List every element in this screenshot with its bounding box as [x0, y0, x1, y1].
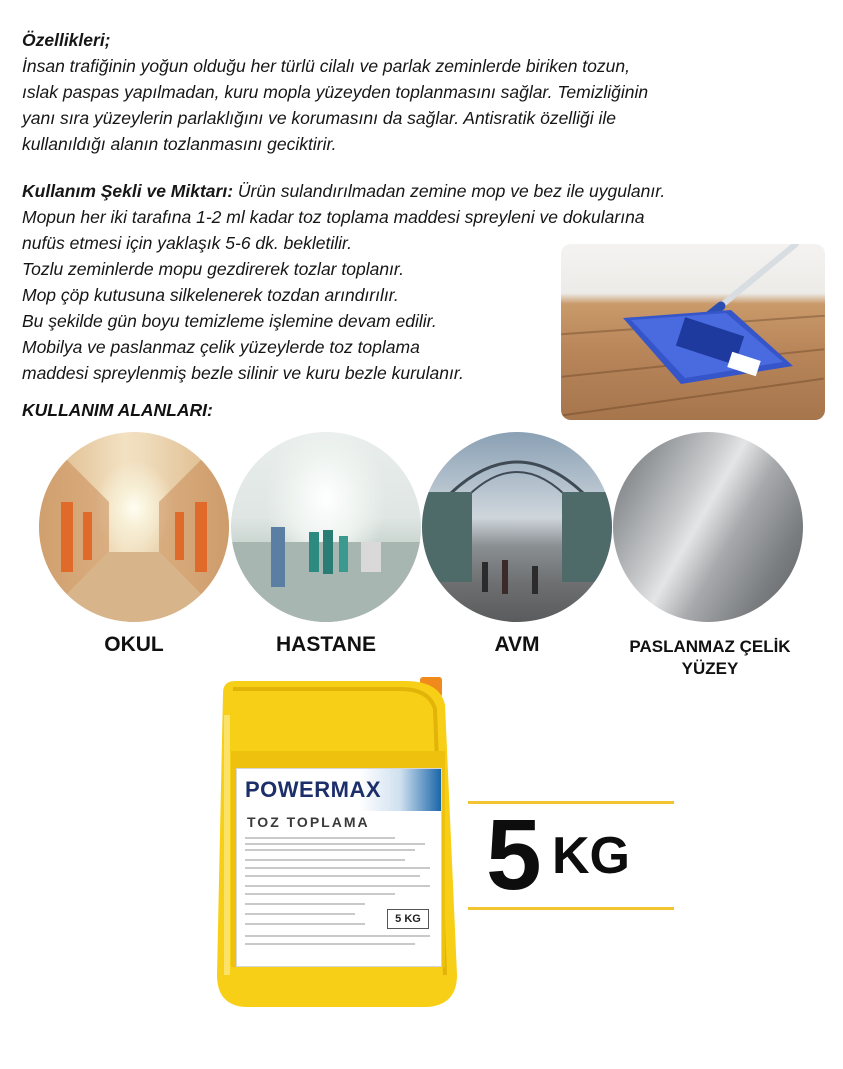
- usage-line-4: Mop çöp kutusuna silkelenerek tozdan arındırılır.: [22, 285, 399, 305]
- features-line-1: İnsan trafiğinin yoğun olduğu her türlü cilalı ve parlak zeminlerde biriken tozun,: [22, 56, 630, 76]
- area-label-stainless-steel: PASLANMAZ ÇELİK YÜZEY: [629, 637, 791, 678]
- stainless-steel-photo: [613, 432, 803, 622]
- product-label: [236, 768, 442, 967]
- usage-line-3: Tozlu zeminlerde mopu gezdirerek tozlar toplanır.: [22, 259, 404, 279]
- usage-line-7: maddesi spreylenmiş bezle silinir ve kuru bezle kurulanır.: [22, 363, 464, 383]
- area-label-school: OKUL: [104, 633, 164, 656]
- usage-line-2: nufüs etmesi için yaklaşık 5-6 dk. bekletilir.: [22, 233, 353, 253]
- label-weight-box: 5 KG: [387, 909, 429, 929]
- usage-first-line: [22, 178, 665, 204]
- area-label-hospital: HASTANE: [276, 633, 376, 656]
- features-line-2: ıslak paspas yapılmadan, kuru mopla yüzeyden toplanmasını sağlar. Temizliğinin: [22, 82, 649, 102]
- weight-unit: KG: [552, 827, 630, 885]
- usage-line-6: Mobilya ve paslanmaz çelik yüzeylerde toz toplama: [22, 337, 420, 357]
- usage-areas-heading: KULLANIM ALANLARI:: [22, 400, 213, 420]
- features-line-4: kullanıldığı alanın tozlanmasını geciktirir.: [22, 134, 337, 154]
- mop-icon: [561, 244, 825, 420]
- school-corridor-icon: [39, 432, 229, 622]
- features-section: [22, 27, 648, 157]
- hospital-photo: [231, 432, 421, 622]
- product-name: TOZ TOPLAMA: [247, 814, 370, 830]
- weight-number: 5: [486, 799, 542, 911]
- hospital-corridor-icon: [231, 432, 421, 622]
- features-line-3: yanı sıra yüzeylerin parlaklığını ve korumasını da sağlar. Antisratik özelliği ile: [22, 108, 616, 128]
- school-photo: [39, 432, 229, 622]
- usage-first-text: Ürün sulandırılmadan zemine mop ve bez ile uygulanır.: [233, 181, 666, 201]
- usage-heading: Kullanım Şekli ve Miktarı:: [22, 181, 234, 201]
- mall-arcade-icon: [422, 432, 612, 622]
- usage-line-5: Bu şekilde gün boyu temizleme işlemine devam edilir.: [22, 311, 437, 331]
- usage-line-1: Mopun her iki tarafına 1-2 ml kadar toz toplama maddesi spreyleni ve dokularına: [22, 207, 645, 227]
- mop-photo: [561, 244, 825, 420]
- brand-logo: POWERMAX: [245, 777, 381, 802]
- features-heading: Özellikleri;: [22, 30, 111, 50]
- area-label-mall: AVM: [494, 633, 540, 656]
- mall-photo: [422, 432, 612, 622]
